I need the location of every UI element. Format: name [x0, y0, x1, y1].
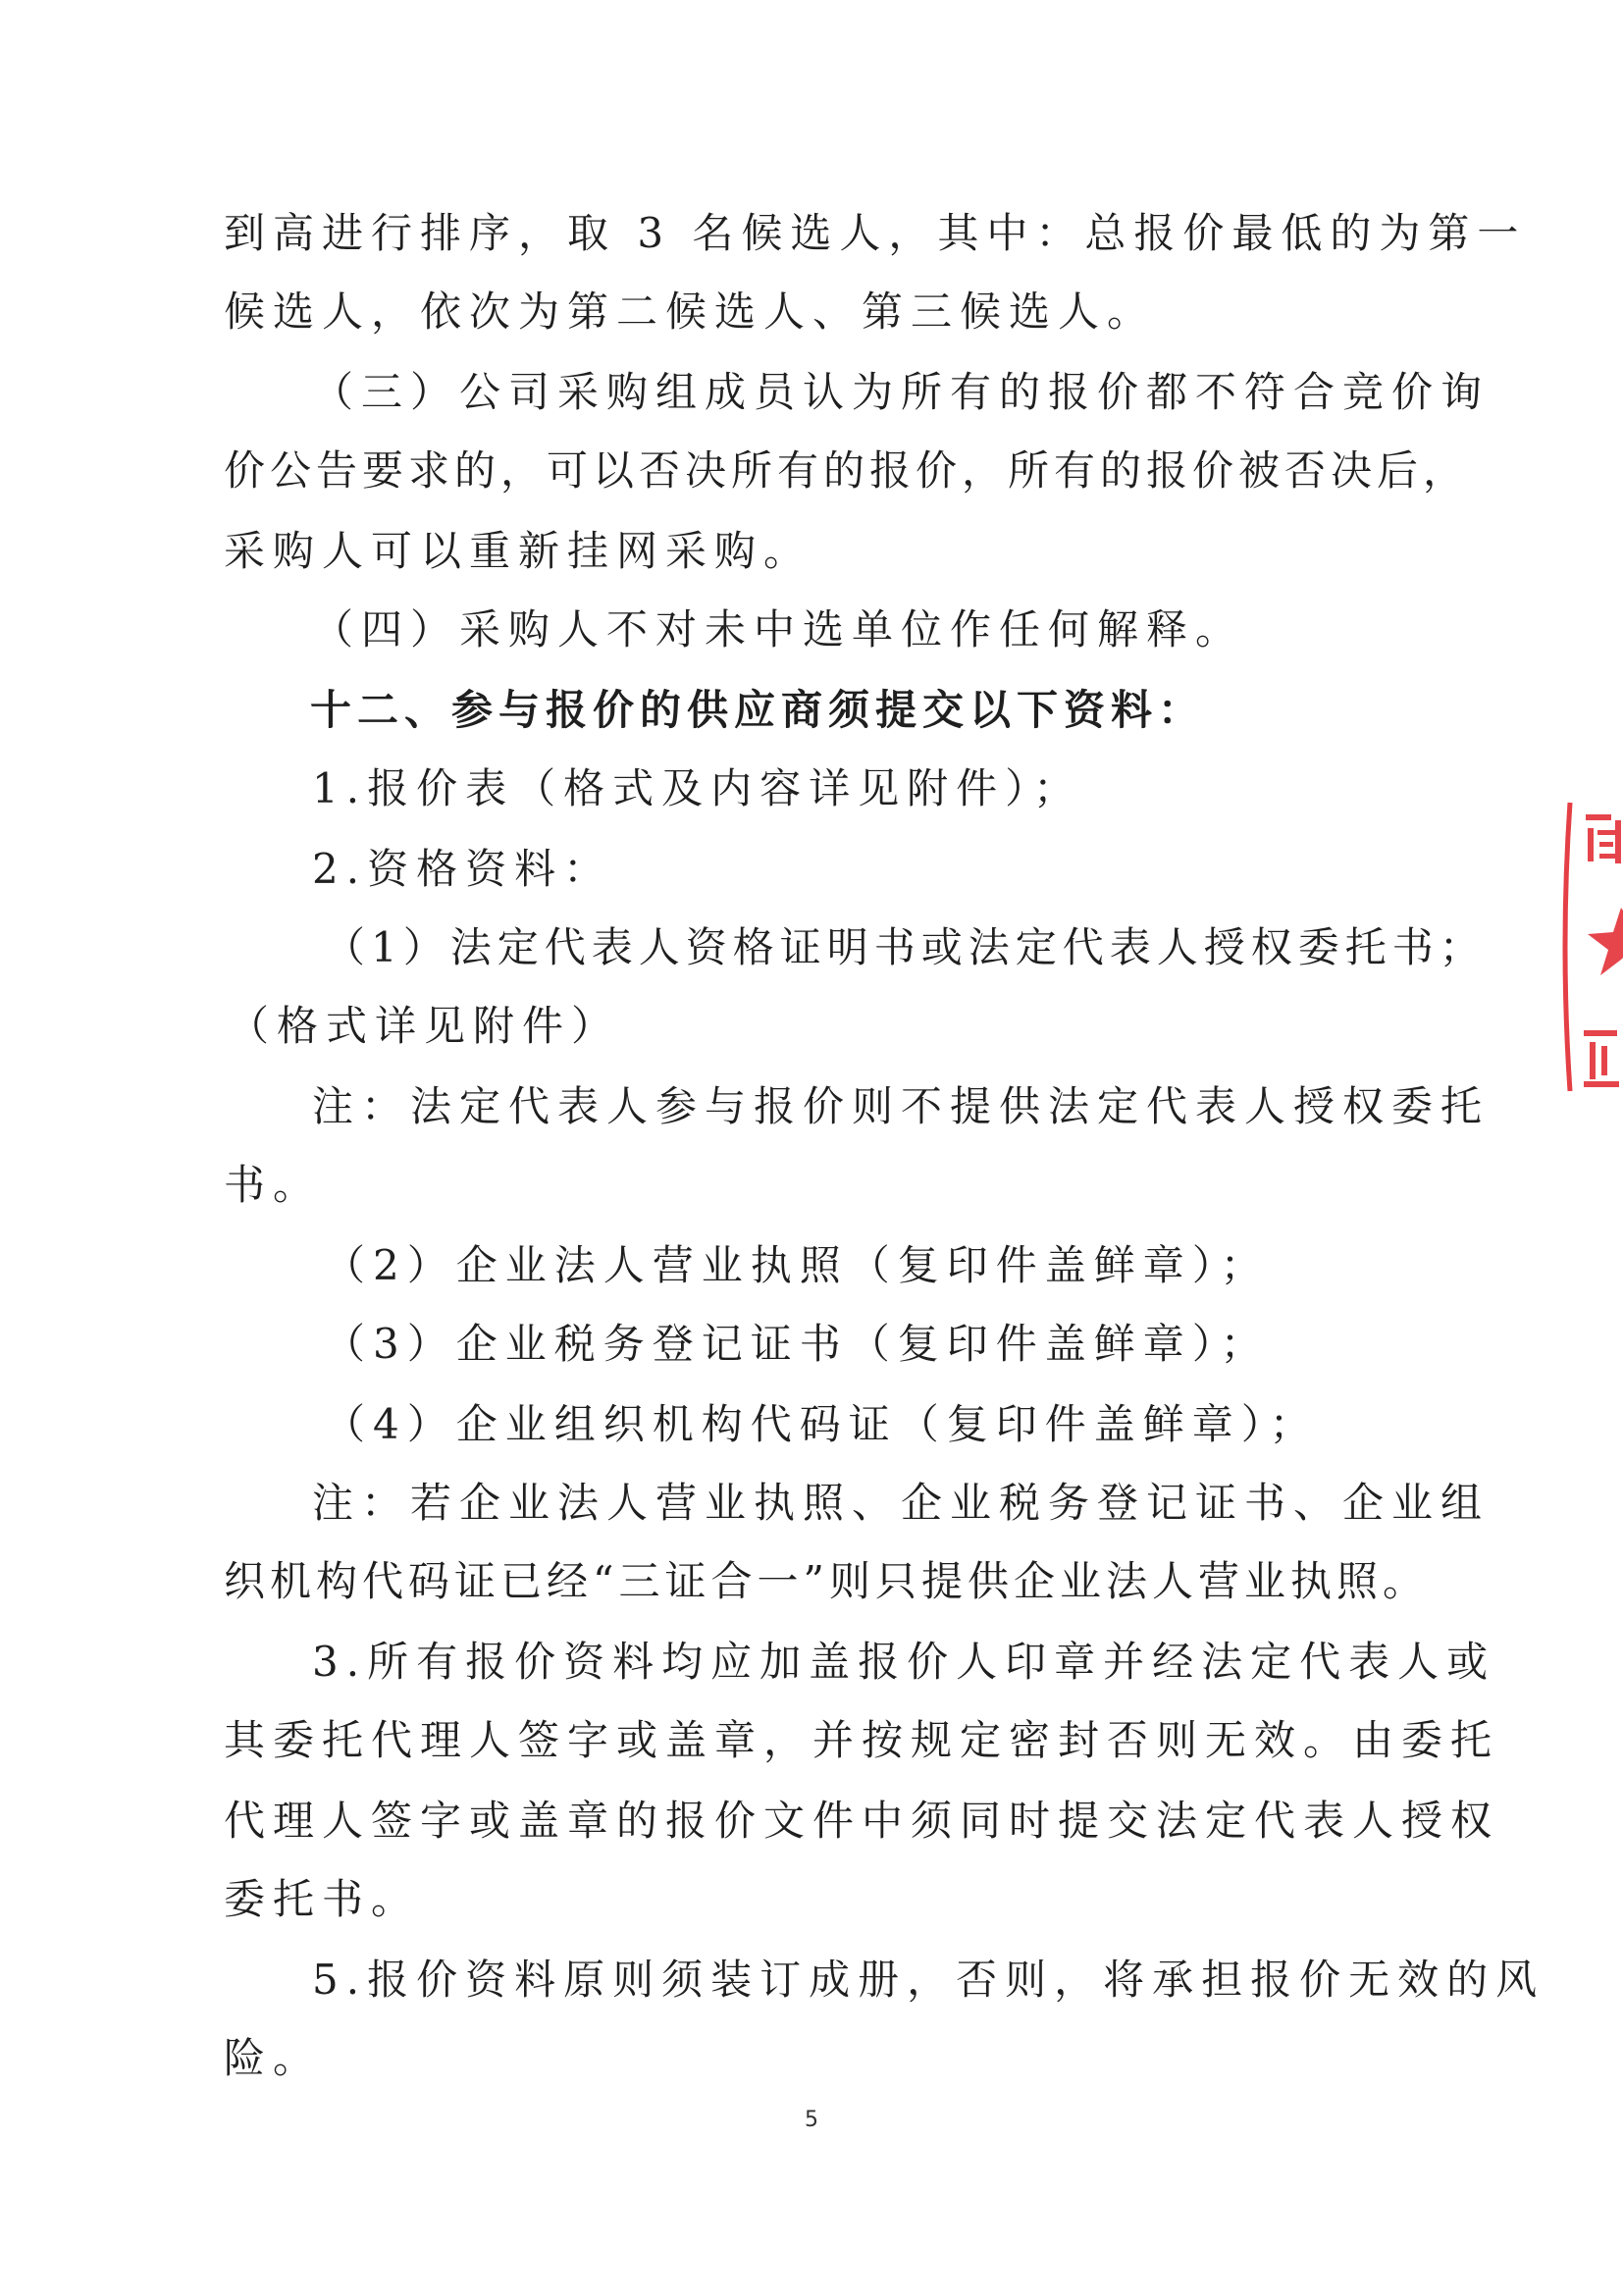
text-line-18: 织机构代码证已经“三证合一”则只提供企业法人营业执照。	[224, 1557, 1429, 1605]
text-line-24: 险。	[224, 2034, 323, 2082]
text-line-10: （1）法定代表人资格证明书或法定代表人授权委托书；	[324, 923, 1487, 971]
text-line-2: 候选人，依次为第二候选人、第三候选人。	[224, 287, 1157, 336]
text-line-8: 1.报价表（格式及内容详见附件）；	[312, 764, 1083, 812]
text-line-3: （三）公司采购组成员认为所有的报价都不符合竞价询	[312, 368, 1491, 416]
text-line-14: （2）企业法人营业执照（复印件盖鲜章）；	[324, 1241, 1270, 1289]
text-line-5: 采购人可以重新挂网采购。	[224, 527, 813, 575]
text-line-1: 到高进行排序，取 3 名候选人，其中：总报价最低的为第一	[224, 209, 1527, 257]
section-heading-12: 十二、参与报价的供应商须提交以下资料：	[310, 686, 1206, 734]
text-line-19: 3.所有报价资料均应加盖报价人印章并经法定代表人或	[312, 1638, 1496, 1686]
text-line-13: 书。	[224, 1161, 323, 1209]
page-number: 5	[805, 2108, 818, 2132]
text-line-21: 代理人签字或盖章的报价文件中须同时提交法定代表人授权	[224, 1797, 1500, 1845]
text-line-11: （格式详见附件）	[228, 1002, 621, 1050]
text-line-16: （4）企业组织机构代码证（复印件盖鲜章）；	[324, 1400, 1319, 1448]
text-line-9: 2.资格资料：	[312, 845, 613, 893]
text-line-12: 注：法定代表人参与报价则不提供法定代表人授权委托	[312, 1082, 1491, 1130]
text-line-15: （3）企业税务登记证书（复印件盖鲜章）；	[324, 1320, 1270, 1368]
text-line-4: 价公告要求的，可以否决所有的报价，所有的报价被否决后，	[224, 446, 1470, 495]
text-line-23: 5.报价资料原则须装订成册，否则，将承担报价无效的风	[312, 1956, 1545, 2004]
text-line-17: 注：若企业法人营业执照、企业税务登记证书、企业组	[312, 1479, 1491, 1527]
text-line-6: （四）采购人不对未中选单位作任何解释。	[312, 605, 1245, 653]
text-line-20: 其委托代理人签字或盖章，并按规定密封否则无效。由委托	[224, 1716, 1500, 1764]
company-seal-stamp	[1531, 785, 1623, 1109]
text-line-22: 委托书。	[224, 1875, 421, 1923]
